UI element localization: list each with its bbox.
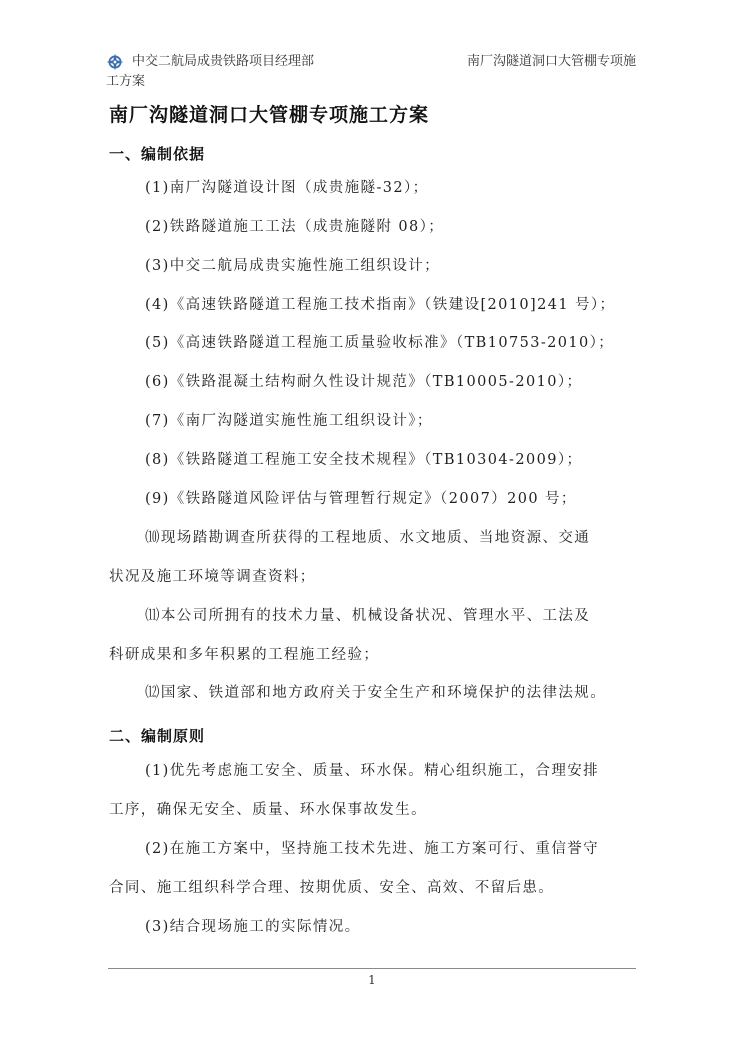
principle-item-2 xyxy=(109,830,637,869)
basis-item-11 xyxy=(109,597,637,636)
basis-item-text: (9)《铁路隧道风险评估与管理暂行规定》（2007）200 号； xyxy=(145,491,577,507)
basis-item-10-cont xyxy=(109,558,637,597)
principle-item-1-cont xyxy=(109,791,637,830)
document-title: 南厂沟隧道洞口大管棚专项施工方案 xyxy=(109,104,430,126)
basis-item-text: (1)南厂沟隧道设计图（成贵施隧-32）； xyxy=(145,180,429,196)
section-heading-basis: 一、编制依据 xyxy=(109,145,206,163)
header-row xyxy=(106,52,636,72)
header-document-name-wrap: 工方案 xyxy=(106,74,146,89)
principle-item-text: (1)优先考虑施工安全、质量、环水保。精心组织施工，合理安排 xyxy=(145,763,600,779)
basis-item-text: (2)铁路隧道施工工法（成贵施隧附 08）； xyxy=(145,219,445,235)
basis-item-4 xyxy=(109,286,637,325)
principle-item-3 xyxy=(109,908,637,947)
basis-item-10 xyxy=(109,519,637,558)
basis-item-text: ⑽现场踏勘调查所获得的工程地质、水文地质、当地资源、交通 xyxy=(145,530,591,546)
header-organization: 中交二航局成贵铁路项目经理部 xyxy=(132,54,315,69)
basis-item-text: (5)《高速铁路隧道工程施工质量验收标准》（TB10753-2010）； xyxy=(145,335,615,351)
principle-item-text: (2)在施工方案中，坚持施工技术先进、施工方案可行、重信誉守 xyxy=(145,841,600,857)
basis-item-12 xyxy=(109,674,637,713)
footer-divider xyxy=(108,968,636,969)
basis-item-3 xyxy=(109,247,637,286)
basis-item-text: 状况及施工环境等调查资料； xyxy=(109,569,316,585)
section-heading-principles: 二、编制原则 xyxy=(109,727,206,745)
basis-item-11-cont xyxy=(109,636,637,675)
principle-item-text: (3)结合现场施工的实际情况。 xyxy=(145,919,361,935)
basis-item-text: (6)《铁路混凝土结构耐久性设计规范》（TB10005-2010）； xyxy=(145,374,583,390)
company-compass-logo-icon xyxy=(106,53,124,71)
basis-item-1 xyxy=(109,169,637,208)
basis-item-8 xyxy=(109,441,637,480)
page-number: 1 xyxy=(368,973,376,987)
principle-item-text: 工序，确保无安全、质量、环水保事故发生。 xyxy=(109,802,427,818)
basis-item-6 xyxy=(109,363,637,402)
basis-item-text: (3)中交二航局成贵实施性施工组织设计； xyxy=(145,258,441,274)
basis-item-5 xyxy=(109,324,637,363)
header-document-name: 南厂沟隧道洞口大管棚专项施 xyxy=(466,54,636,69)
principle-item-2-cont xyxy=(109,869,637,908)
principle-item-text: 合同、施工组织科学合理、按期优质、安全、高效、不留后患。 xyxy=(109,880,555,896)
basis-item-2 xyxy=(109,208,637,247)
basis-item-text: (4)《高速铁路隧道工程施工技术指南》（铁建设[2010]241 号）； xyxy=(145,297,616,313)
basis-item-text: 科研成果和多年积累的工程施工经验； xyxy=(109,647,380,663)
basis-item-text: ⑾本公司所拥有的技术力量、机械设备状况、管理水平、工法及 xyxy=(145,608,591,624)
basis-item-text: (8)《铁路隧道工程施工安全技术规程》（TB10304-2009）； xyxy=(145,452,583,468)
basis-item-9 xyxy=(109,480,637,519)
header-left xyxy=(106,52,314,72)
basis-item-7 xyxy=(109,402,637,441)
principle-item-1 xyxy=(109,752,637,791)
page-header xyxy=(106,52,636,92)
basis-item-text: ⑿国家、铁道部和地方政府关于安全生产和环境保护的法律法规。 xyxy=(145,685,607,701)
basis-item-text: (7)《南厂沟隧道实施性施工组织设计》； xyxy=(145,413,433,429)
